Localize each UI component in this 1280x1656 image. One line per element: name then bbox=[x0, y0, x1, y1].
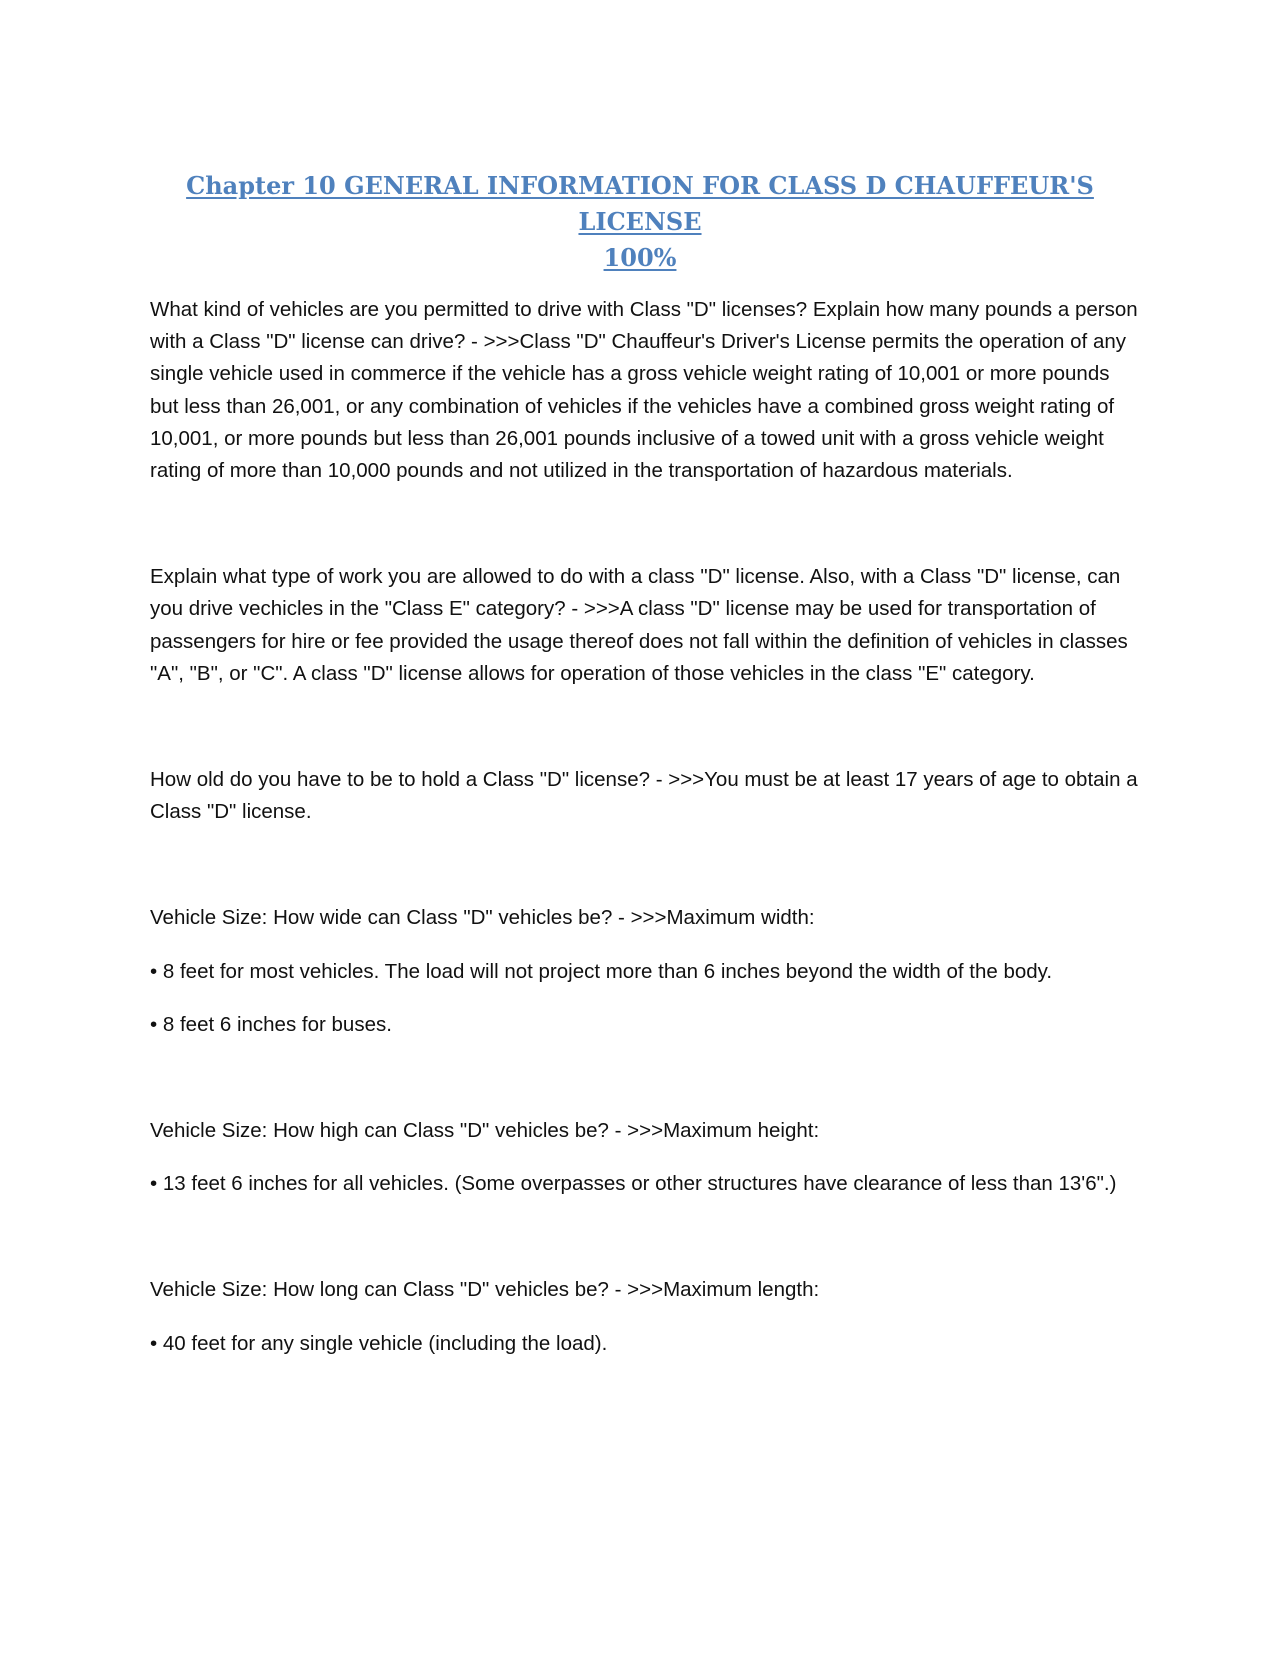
bullet-width-buses: • 8 feet 6 inches for buses. bbox=[150, 1012, 392, 1036]
document-title bbox=[150, 168, 1130, 276]
paragraph-age: How old do you have to be to hold a Class "D" license? - >>>You must be at least 17 years of age to obtain a Class "D" license. bbox=[150, 768, 1138, 824]
bullet-height-all: • 13 feet 6 inches for all vehicles. (Some overpasses or other structures have clearance of less than 13'6".) bbox=[150, 1172, 1117, 1196]
paragraph-height-question: Vehicle Size: How high can Class "D" vehicles be? - >>>Maximum height: bbox=[150, 1119, 820, 1143]
bullet-length-single: • 40 feet for any single vehicle (including the load). bbox=[150, 1331, 608, 1355]
paragraph-width-question: Vehicle Size: How wide can Class "D" vehicles be? - >>>Maximum width: bbox=[150, 906, 815, 930]
bullet-width-most: • 8 feet for most vehicles. The load will not project more than 6 inches beyond the width of the body. bbox=[150, 959, 1053, 983]
paragraph-length-question: Vehicle Size: How long can Class "D" vehicles be? - >>>Maximum length: bbox=[150, 1278, 820, 1302]
title-line-1: Chapter 10 GENERAL INFORMATION FOR CLASS D CHAUFFEUR'S LICENSE bbox=[186, 171, 1094, 236]
paragraph-work-type: Explain what type of work you are allowed to do with a class "D" license. Also, with a Class "D" license, can you drive vechicles in the "Class E" category? - >>>A class "D" license may be used for transportation of passengers for hire or fee provided the usage thereof does not fall within the definition of vehicles in classes "A", "B", or "C". A class "D" license allows for operation of those vehicles in the class "E" category. bbox=[150, 565, 1128, 685]
title-line-2: 100% bbox=[603, 243, 677, 272]
document-body bbox=[150, 294, 1140, 1360]
paragraph-vehicle-types: What kind of vehicles are you permitted to drive with Class "D" licenses? Explain how many pounds a person with a Class "D" license can drive? - >>>Class "D" Chauffeur's Driver's License permits the operation of any single vehicle used in commerce if the vehicle has a gross vehicle weight rating of 10,001 or more pounds but less than 26,001, or any combination of vehicles if the vehicles have a combined gross weight rating of 10,001, or more pounds but less than 26,001 pounds inclusive of a towed unit with a gross vehicle weight rating of more than 10,000 pounds and not utilized in the transportation of hazardous materials. bbox=[150, 298, 1138, 483]
